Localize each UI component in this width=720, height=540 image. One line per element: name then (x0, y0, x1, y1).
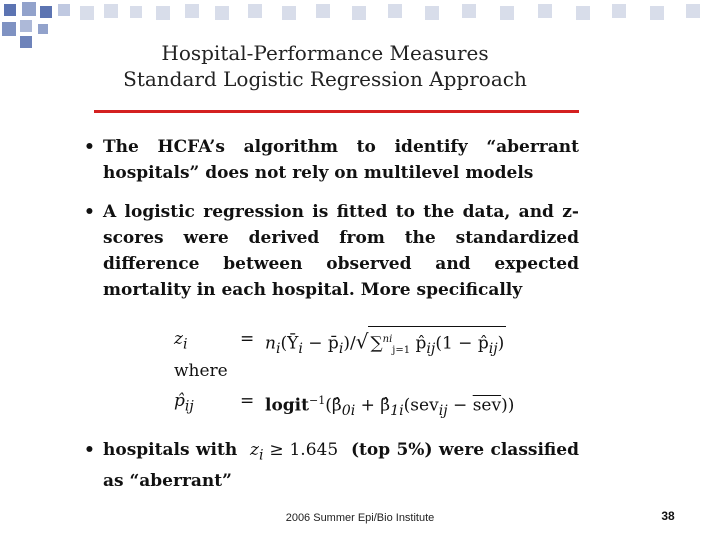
bullet-3-text: hospitals with $z_i \ge 1.645$ (top 5%) were classified as “aberrant” (103, 440, 579, 492)
equation-p-rhs: $logit^{-1}(\betâ_{0i}$ + $\betâ_{1i}(sev_{ij} - \overline{sev})$) (265, 394, 515, 420)
bullet-1-text: The HCFA’s algorithm to identify “aberrant hospitals” does not rely on multilevel models (103, 137, 579, 183)
bullet-marker: • (84, 440, 95, 460)
page-number: 38 (661, 509, 675, 523)
equation-p-relation: = (240, 391, 255, 411)
title-divider (94, 110, 579, 113)
bullet-marker: • (84, 137, 95, 157)
equation-z-lhs: $z_i$ (174, 329, 188, 353)
slide-title (0, 40, 650, 92)
equation-p-lhs: $p̂_{ij}$ (174, 391, 194, 415)
equation-where-label: where (174, 361, 228, 381)
bullet-marker: • (84, 202, 95, 222)
equation-z-relation: = (240, 329, 255, 349)
equation-z-rhs: $n_i(Ȳ_i$ − $p̄_i)/√$ ∑$^{ni}_{j=1}$ $p̂_{ij}(1$ − $p̂_{ij}$) (265, 326, 506, 364)
slide-title-line1: Hospital-Performance Measures (161, 41, 489, 65)
slide-title-line2: Standard Logistic Regression Approach (123, 67, 527, 91)
footer-text: 2006 Summer Epi/Bio Institute (285, 512, 435, 524)
bullet-2-text: A logistic regression is fitted to the data, and z-scores were derived from the standardized difference between observed and expected mortality in each hospital. More specifically (103, 202, 579, 300)
